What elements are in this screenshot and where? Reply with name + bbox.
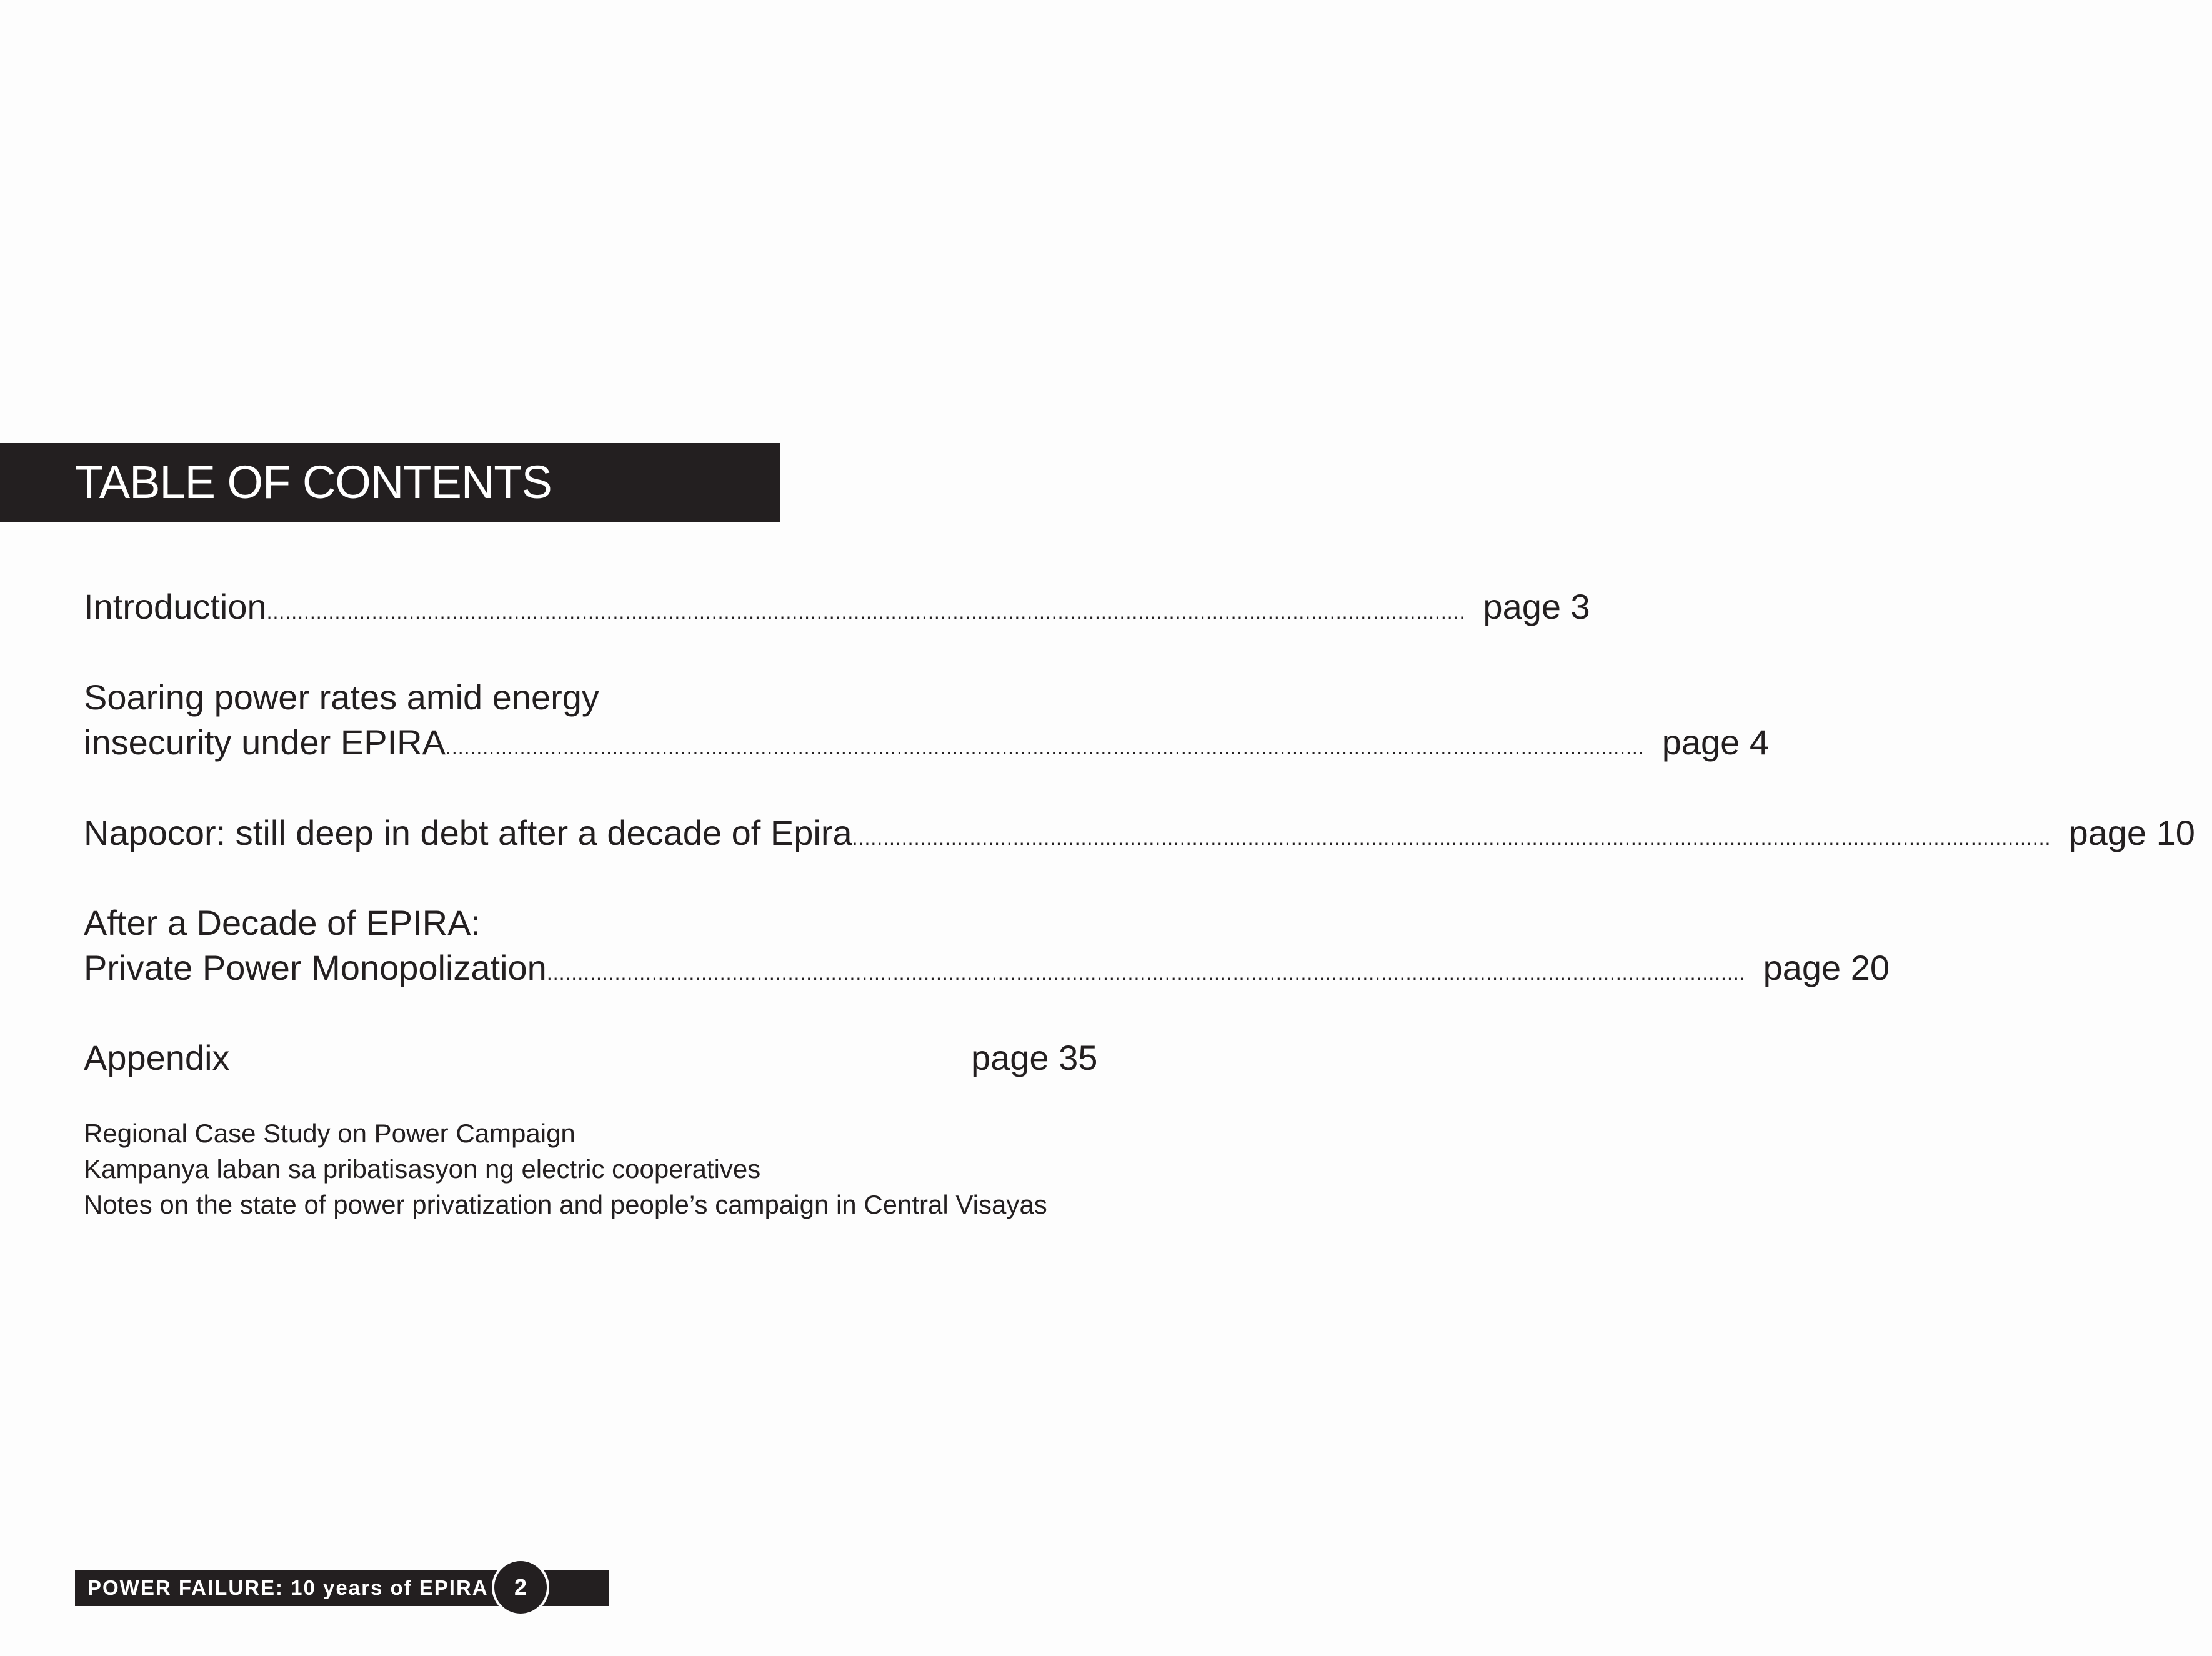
toc-entry-napocor[interactable]	[84, 811, 2195, 860]
toc-entry-title-continued: Private Power Monopolization	[84, 948, 547, 987]
toc-entry-introduction[interactable]	[84, 584, 1590, 634]
appendix-item[interactable]: Notes on the state of power privatization and people’s campaign in Central Visayas	[84, 1190, 1047, 1219]
dot-leader: ..................................................................................................................................................................................................	[445, 736, 1645, 759]
toc-page-number: page 20	[1763, 948, 1890, 987]
toc-entry-soaring-power-rates[interactable]	[84, 675, 1769, 770]
toc-entry-title-continued: insecurity under EPIRA	[84, 722, 446, 762]
appendix-item[interactable]: Regional Case Study on Power Campaign	[84, 1119, 575, 1148]
footer-title: POWER FAILURE: 10 years of EPIRA	[87, 1576, 489, 1599]
toc-entry-title: Napocor: still deep in debt after a decade of Epira	[84, 813, 852, 852]
appendix-sub-list	[84, 1115, 1047, 1222]
toc-line	[84, 720, 1769, 770]
page-title: TABLE OF CONTENTS	[75, 456, 552, 508]
page-number-badge: 2	[492, 1559, 549, 1616]
toc-line	[84, 811, 2195, 860]
appendix-item[interactable]: Kampanya laban sa pribatisasyon ng electric cooperatives	[84, 1154, 761, 1184]
toc-entry-title: Introduction	[84, 587, 267, 626]
toc-page-number: page 10	[2068, 813, 2195, 852]
toc-page-number: page 4	[1661, 722, 1769, 762]
dot-leader: ..................................................................................................................................................................................................	[266, 601, 1466, 623]
toc-entry-private-power-monopolization[interactable]	[84, 900, 1890, 995]
toc-line	[84, 675, 1115, 720]
toc-line	[84, 584, 1590, 634]
toc-page-number: page 3	[1483, 587, 1590, 626]
toc-page-number: page 35	[971, 1038, 1098, 1077]
toc-line	[84, 1035, 1115, 1080]
dot-leader: ..................................................................................................................................................................................................	[852, 827, 2051, 849]
toc-entry-title: Soaring power rates amid energy	[84, 677, 599, 717]
toc-line	[84, 900, 1115, 945]
dot-leader: ..................................................................................................................................................................................................	[546, 962, 1746, 984]
toc-line	[84, 945, 1890, 995]
toc-entry-title: Appendix	[84, 1038, 230, 1077]
toc-entry-title: After a Decade of EPIRA:	[84, 903, 481, 942]
toc-header-bar	[0, 443, 780, 522]
toc-entry-appendix[interactable]	[84, 1035, 1115, 1080]
